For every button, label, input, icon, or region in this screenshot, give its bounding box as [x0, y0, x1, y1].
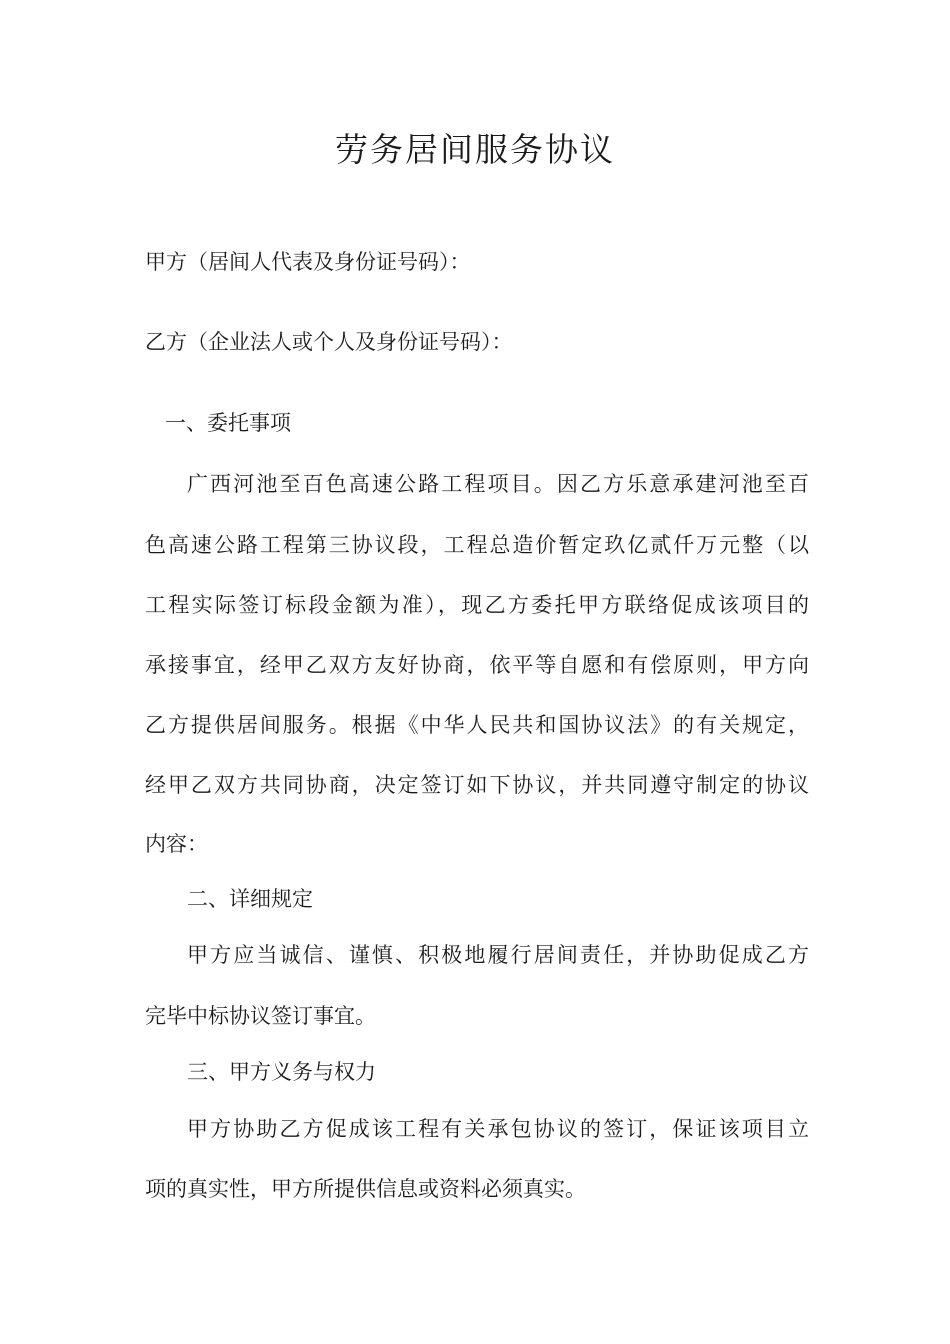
- section-1-heading: 一、委托事项: [165, 411, 291, 435]
- section-2-heading: 二、详细规定: [187, 887, 313, 911]
- document-title: 劳务居间服务协议: [335, 130, 615, 169]
- section-1-line: 广西河池至百色高速公路工程项目。因乙方乐意承建河池至百: [187, 472, 809, 496]
- section-1-line: 乙方提供居间服务。根据《中华人民共和国协议法》的有关规定，: [145, 713, 809, 737]
- section-3-line: 甲方协助乙方促成该工程有关承包协议的签订，保证该项目立: [187, 1117, 809, 1141]
- section-2-line: 甲方应当诚信、谨慎、积极地履行居间责任，并协助促成乙方: [187, 943, 809, 967]
- party-a-line: 甲方（居间人代表及身份证号码）：: [145, 250, 471, 274]
- section-3-heading: 三、甲方义务与权力: [187, 1060, 376, 1084]
- section-1-line: 经甲乙双方共同协商，决定签订如下协议，并共同遵守制定的协议: [145, 773, 809, 797]
- section-1-line: 工程实际签订标段金额为准），现乙方委托甲方联络促成该项目的: [145, 593, 809, 617]
- section-1-line: 承接事宜，经甲乙双方友好协商，依平等自愿和有偿原则，甲方向: [145, 653, 809, 677]
- section-2-line: 完毕中标协议签订事宜。: [145, 1004, 376, 1028]
- party-b-line: 乙方（企业法人或个人及身份证号码）：: [145, 330, 513, 354]
- section-1-line: 内容：: [145, 832, 208, 856]
- section-3-line: 项的真实性，甲方所提供信息或资料必须真实。: [145, 1177, 586, 1201]
- section-1-line: 色高速公路工程第三协议段，工程总造价暂定玖亿贰仟万元整（以: [145, 533, 809, 557]
